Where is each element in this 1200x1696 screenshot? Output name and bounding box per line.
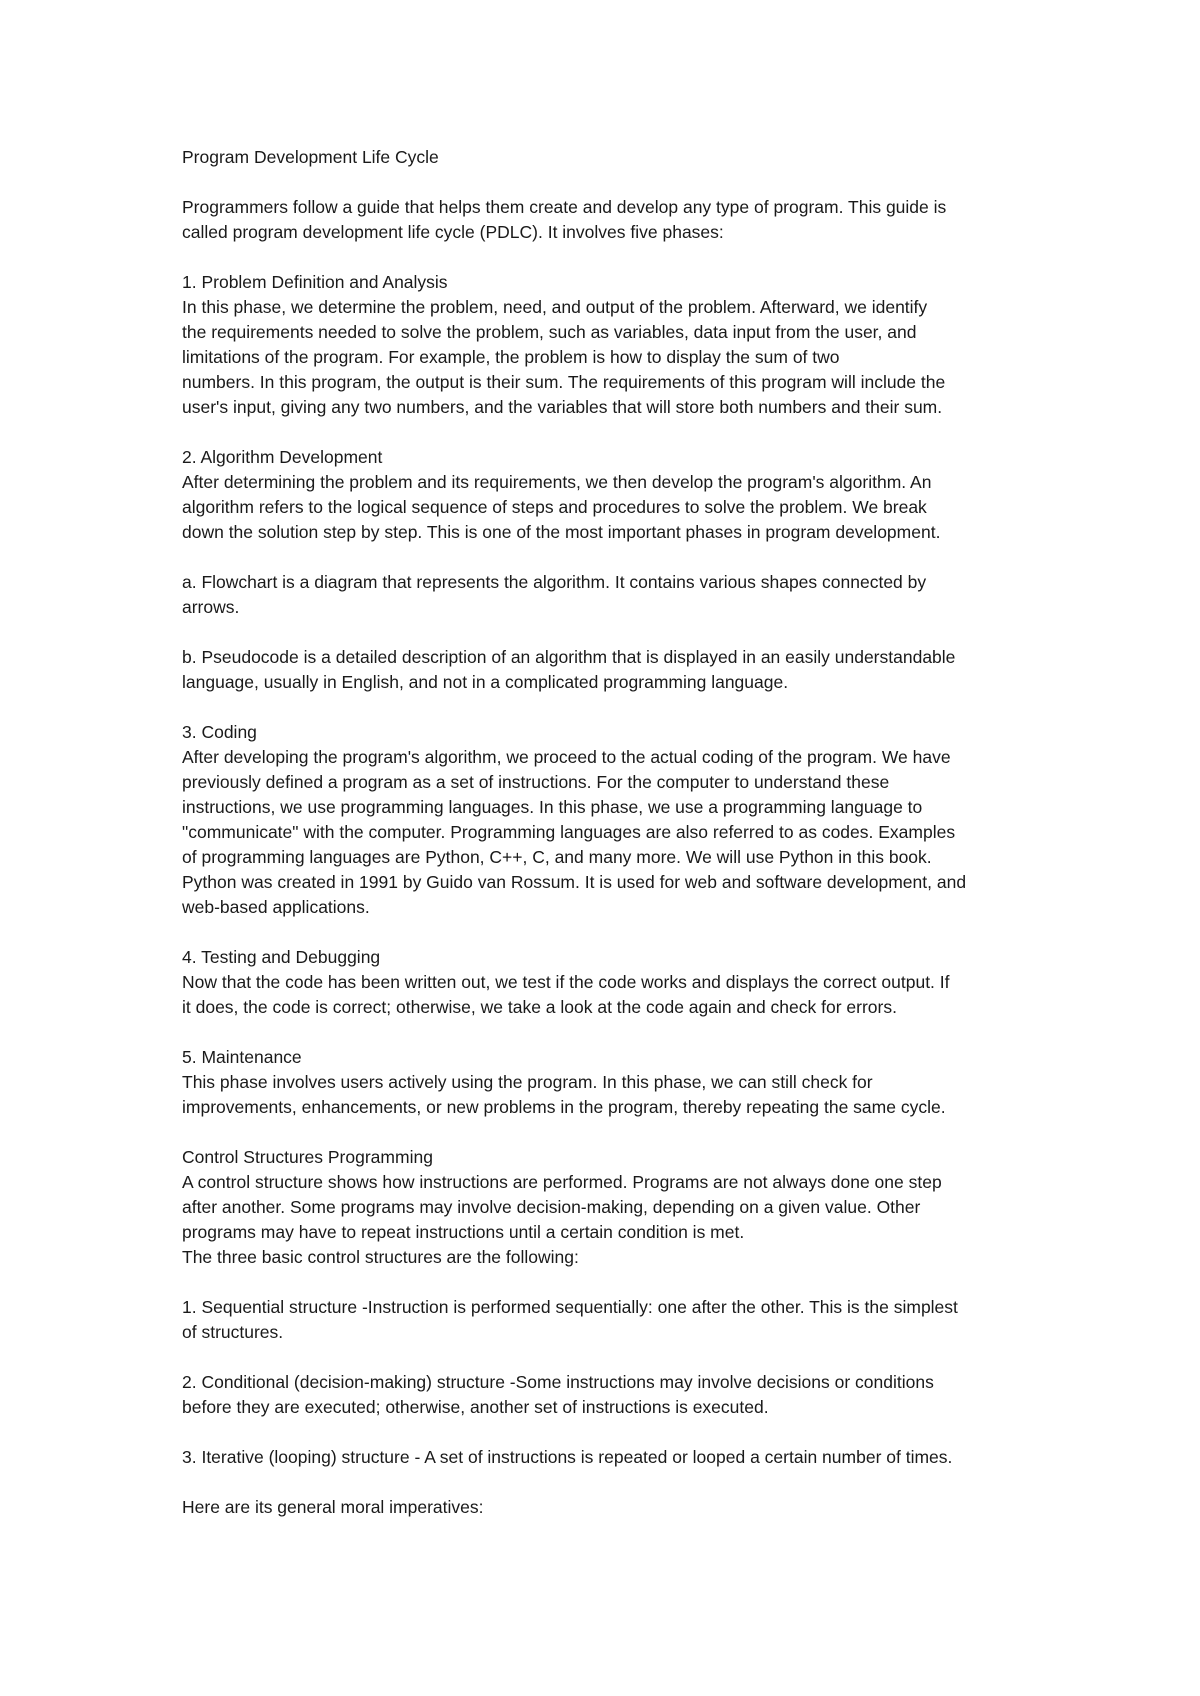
control-structures-section [182,1145,1032,1270]
sequential-structure-paragraph: 1. Sequential structure -Instruction is performed sequentially: one after the other. This is the simplest of structures. [182,1297,958,1342]
phase-1-heading: 1. Problem Definition and Analysis [182,272,448,292]
phase-5-body: This phase involves users actively using the program. In this phase, we can still check for improvements, enhancements, or new problems in the program, thereby repeating the same cycle. [182,1072,946,1117]
phase-3-heading: 3. Coding [182,722,257,742]
control-structures-body: A control structure shows how instructions are performed. Programs are not always done one step after another. Some programs may involve decision-making, depending on a given value. Other programs may have to repeat instructions until a certain condition is met. The three basic control structures are the following: [182,1172,942,1267]
phase-5-section [182,1045,1032,1120]
control-structures-heading: Control Structures Programming [182,1147,433,1167]
phase-2-heading: 2. Algorithm Development [182,447,383,467]
phase-4-section [182,945,1032,1020]
phase-2-body: After determining the problem and its requirements, we then develop the program's algorithm. An algorithm refers to the logical sequence of steps and procedures to solve the problem. We break down the solution step by step. This is one of the most important phases in program development. [182,472,941,542]
document-body [182,145,1032,1520]
phase-4-body: Now that the code has been written out, we test if the code works and displays the correct output. If it does, the code is correct; otherwise, we take a look at the code again and check for errors. [182,972,950,1017]
phase-2-section [182,445,1032,545]
phase-3-section [182,720,1032,920]
iterative-structure-paragraph: 3. Iterative (looping) structure - A set of instructions is repeated or looped a certain number of times. [182,1447,953,1467]
closing-paragraph: Here are its general moral imperatives: [182,1497,484,1517]
flowchart-paragraph: a. Flowchart is a diagram that represents the algorithm. It contains various shapes connected by arrows. [182,572,927,617]
pseudocode-paragraph: b. Pseudocode is a detailed description of an algorithm that is displayed in an easily understandable language, usually in English, and not in a complicated programming language. [182,647,956,692]
document-title: Program Development Life Cycle [182,147,439,167]
phase-1-section [182,270,1032,420]
phase-1-body: In this phase, we determine the problem, need, and output of the problem. Afterward, we identify the requirements needed to solve the problem, such as variables, data input from the user, and limitations of the program. For example, the problem is how to display the sum of two numbers. In this program, the output is their sum. The requirements of this program will include the user's input, giving any two numbers, and the variables that will store both numbers and their sum. [182,297,946,417]
conditional-structure-paragraph: 2. Conditional (decision-making) structure -Some instructions may involve decisions or conditions before they are executed; otherwise, another set of instructions is executed. [182,1372,934,1417]
phase-4-heading: 4. Testing and Debugging [182,947,381,967]
phase-5-heading: 5. Maintenance [182,1047,302,1067]
intro-paragraph: Programmers follow a guide that helps them create and develop any type of program. This guide is called program development life cycle (PDLC). It involves five phases: [182,197,947,242]
phase-3-body: After developing the program's algorithm, we proceed to the actual coding of the program. We have previously defined a program as a set of instructions. For the computer to understand these instructions, we use programming languages. In this phase, we use a programming language to "communicate" with the computer. Programming languages are also referred to as codes. Examples of programming languages are Python, C++, C, and many more. We will use Python in this book. Python was created in 1991 by Guido van Rossum. It is used for web and software development, and web-based applications. [182,747,967,917]
